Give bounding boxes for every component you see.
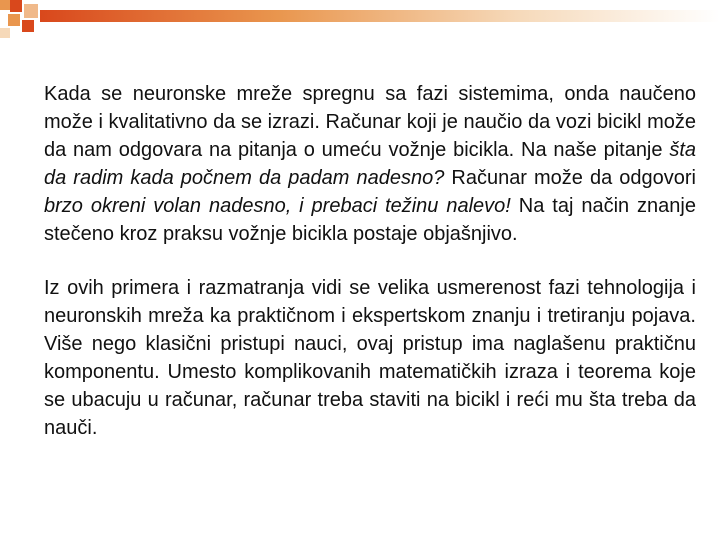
decor-square-light <box>0 28 10 38</box>
decor-square-orange-2 <box>8 14 20 26</box>
text-segment-italic: šta da radim kada počnem da padam nadesno? <box>44 139 696 189</box>
decor-square-red-2 <box>22 20 34 32</box>
slide-body <box>44 80 696 442</box>
text-segment: Iz ovih primera i razmatranja vidi se velika usmerenost fazi tehnologija i neuronskih mreža ka praktičnom i ekspertskom znanju i tretiranju pojava. Više nego klasični pristupi nauci, ovaj pristup ima naglašenu praktičnu komponentu. Umesto komplikovanih matematičkih izraza i teorema koje se ubacuju u računar, računar treba staviti na bicikl i reći mu šta treba da nauči. <box>44 277 696 439</box>
paragraph-1 <box>44 80 696 248</box>
text-segment: Na taj način znanje stečeno kroz praksu vožnje bicikla postaje objašnjivo. <box>44 195 696 245</box>
decor-square-tan <box>24 4 38 18</box>
text-segment-italic: brzo okreni volan nadesno, i prebaci težinu nalevo! <box>44 195 511 217</box>
slide-decoration <box>0 0 720 50</box>
decor-square-red <box>10 0 22 12</box>
decor-square-orange <box>0 0 10 10</box>
text-segment: Kada se neuronske mreže spregnu sa fazi sistemima, onda naučeno može i kvalitativno da se izrazi. Računar koji je naučio da vozi bicikl može da nam odgovara na pitanja o umeću vožnje bicikla. Na naše pitanje <box>44 83 696 161</box>
text-segment: Računar može da odgovori <box>444 167 696 189</box>
decor-gradient-band <box>40 10 720 22</box>
paragraph-2 <box>44 274 696 442</box>
